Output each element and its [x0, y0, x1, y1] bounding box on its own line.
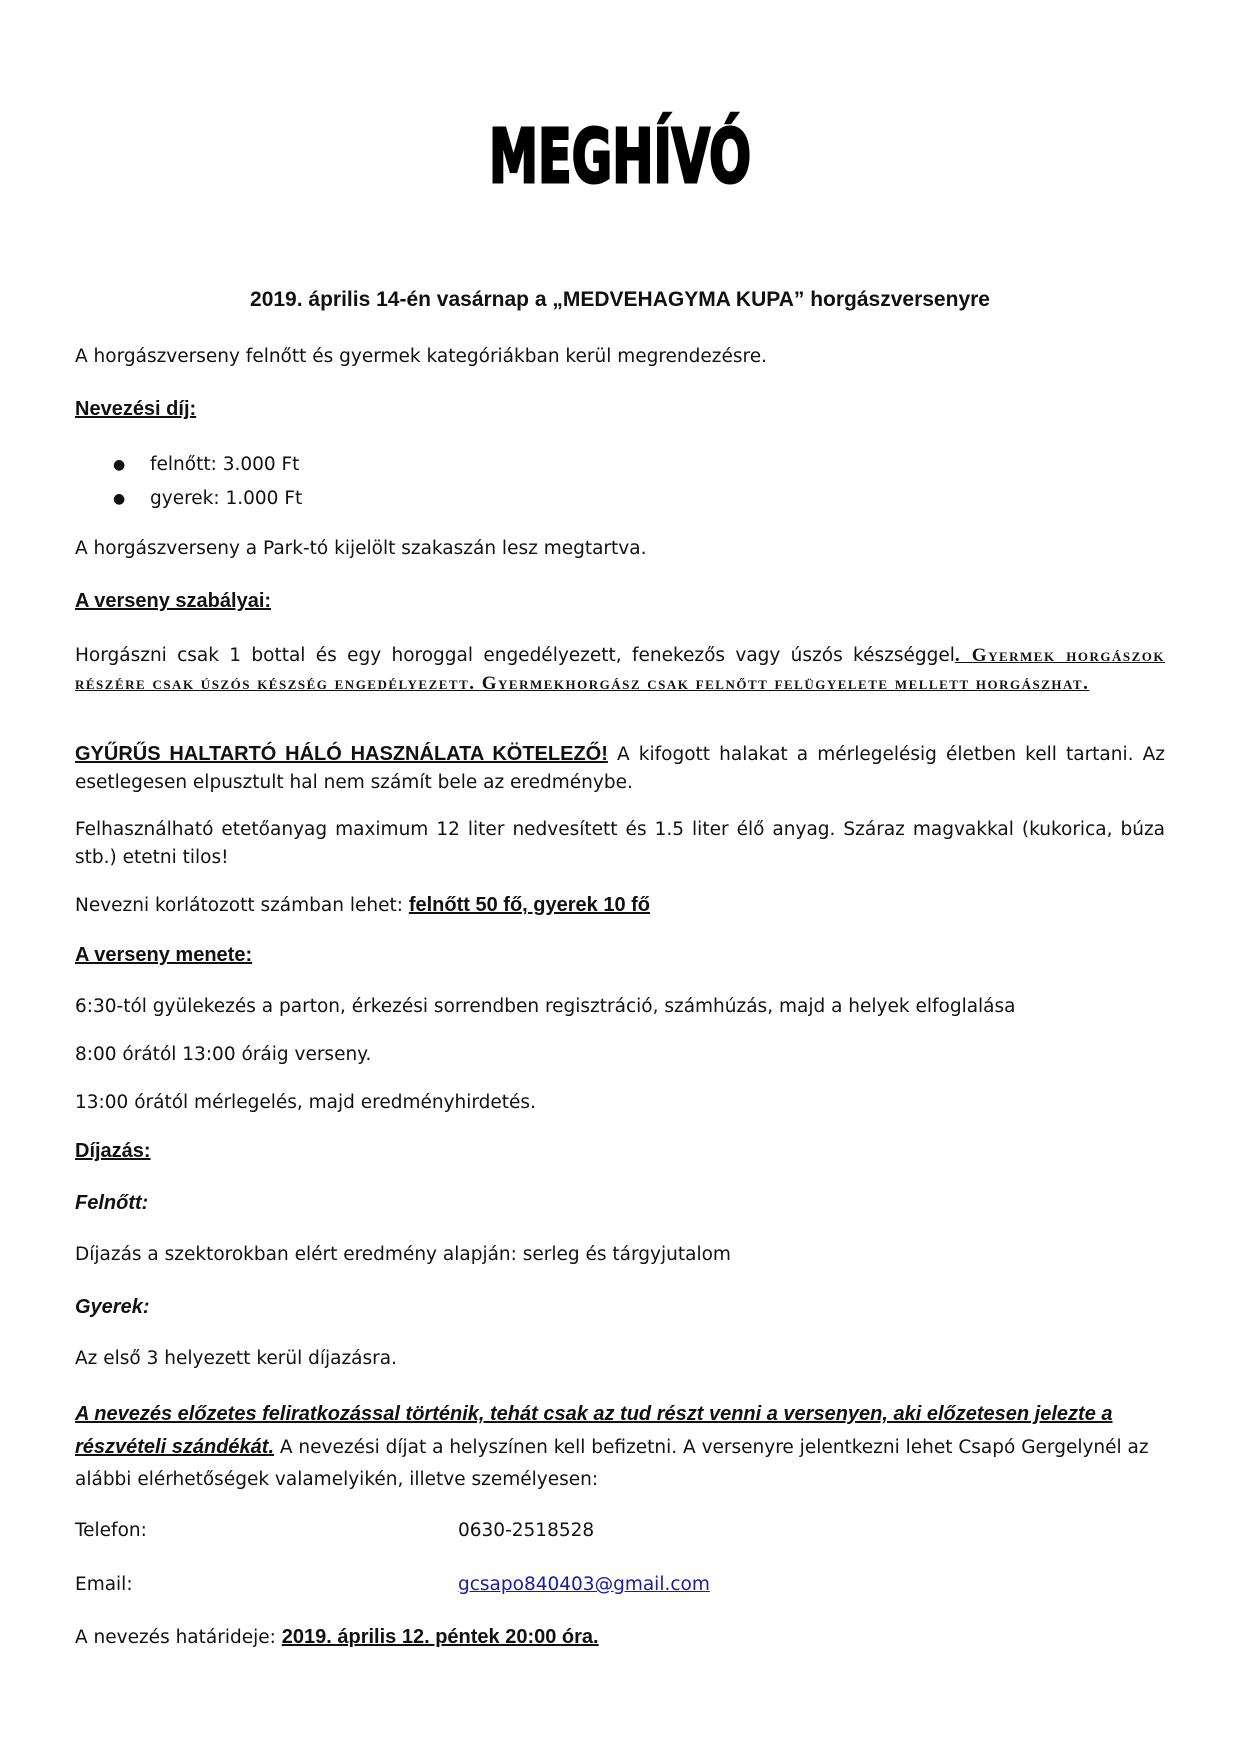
rules-paragraph-1: Horgászni csak 1 bottal és egy horoggal engedélyezett, fenekezős vagy úszós készséggel. Gyermek horgászok részére csak úszós készség engedélyezett. Gyermekhorgász csak felnőtt felügyelete mellett horgászhat. [75, 645, 1166, 694]
adult-prize-text: Díjazás a szektorokban elért eredmény alapján: serleg és tárgyjutalom [75, 1244, 731, 1265]
meghivo-logo [480, 82, 883, 212]
participant-limit: felnőtt 50 fő, gyerek 10 fő [408, 894, 651, 916]
fee-heading: Nevezési díj: [75, 398, 197, 420]
schedule-item: 8:00 órától 13:00 óráig verseny. [75, 1044, 372, 1065]
prizes-heading: Díjazás: [75, 1140, 151, 1162]
intro-text: A horgászverseny felnőtt és gyermek kategóriákban kerül megrendezésre. [75, 346, 767, 367]
registration-emphasis: A nevezés előzetes feliratkozással történik, tehát csak az tud részt venni a versenyen, aki előzetesen jelezte a részvételi szándékát. [75, 1403, 1113, 1458]
child-prize-heading: Gyerek: [75, 1296, 150, 1318]
email-link[interactable]: gcsapo840403@gmail.com [458, 1574, 710, 1595]
rules-emphasis: . Gyermek horgászok részére csak úszós készség engedélyezett. Gyermekhorgász csak felnőtt felügyelete mellett horgászhat. [75, 645, 1166, 694]
deadline-date: 2019. április 12. péntek 20:00 óra. [281, 1626, 599, 1648]
email-label: Email: [75, 1574, 133, 1595]
net-required-notice: GYŰRŰS HALTARTÓ HÁLÓ HASZNÁLATA KÖTELEZŐ! [75, 743, 608, 765]
rules-paragraph-4: Nevezni korlátozott számban lehet: felnőtt 50 fő, gyerek 10 fő [75, 894, 651, 916]
location-text: A horgászverseny a Park-tó kijelölt szakaszán lesz megtartva. [75, 538, 647, 559]
phone-value: 0630-2518528 [458, 1520, 595, 1541]
bullet-icon: ● [113, 491, 126, 507]
fee-item-adult: ● felnőtt: 3.000 Ft [100, 448, 302, 482]
schedule-item: 13:00 órától mérlegelés, majd eredményhirdetés. [75, 1092, 536, 1113]
rules-heading: A verseny szabályai: [75, 590, 272, 612]
rules-paragraph-3: Felhasználható etetőanyag maximum 12 liter nedvesített és 1.5 liter élő anyag. Száraz magvakkal (kukorica, búza stb.) etetni tilos! [75, 819, 1165, 868]
registration-paragraph: A nevezés előzetes feliratkozással történik, tehát csak az tud részt venni a versenyen, aki előzetesen jelezte a részvételi szándékát. A nevezési díjat a helyszínen kell befizetni. A versenyre jelentkezni lehet Csapó Gergelynél az alábbi elérhetőségek valamelyikén, illetve személyesen: [75, 1403, 1149, 1490]
adult-prize-heading: Felnőtt: [75, 1192, 149, 1214]
event-title: 2019. április 14-én vasárnap a „MEDVEHAGYMA KUPA” horgászversenyre [250, 288, 990, 311]
logo-text: MEGHÍVÓ [489, 114, 883, 200]
phone-label: Telefon: [75, 1520, 147, 1541]
deadline-text: A nevezés határideje: 2019. április 12. péntek 20:00 óra. [75, 1626, 599, 1648]
bullet-icon: ● [113, 457, 126, 473]
schedule-heading: A verseny menete: [75, 944, 253, 966]
child-prize-text: Az első 3 helyezett kerül díjazásra. [75, 1348, 397, 1369]
fee-item-child: ● gyerek: 1.000 Ft [100, 482, 302, 516]
fee-list [100, 448, 302, 516]
rules-paragraph-2: GYŰRŰS HALTARTÓ HÁLÓ HASZNÁLATA KÖTELEZŐ! A kifogott halakat a mérlegelésig életben kell tartani. Az esetlegesen elpusztult hal nem számít bele az eredménybe. [75, 743, 1165, 793]
schedule-item: 6:30-tól gyülekezés a parton, érkezési sorrendben regisztráció, számhúzás, majd a helyek elfoglalása [75, 996, 1016, 1017]
